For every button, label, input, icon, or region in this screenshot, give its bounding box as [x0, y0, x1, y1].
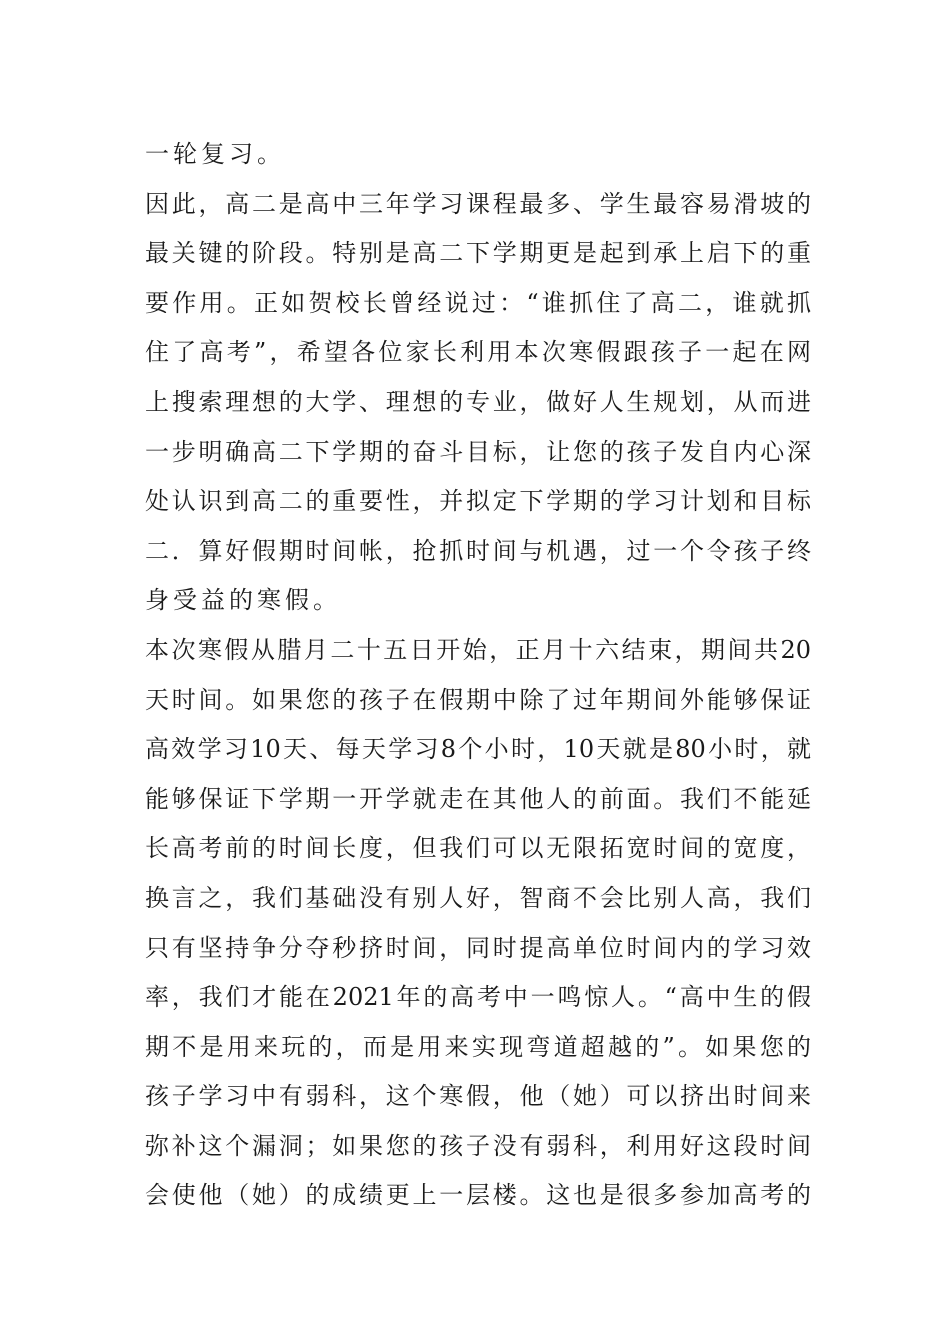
text-line: 只有坚持争分夺秒挤时间，同时提高单位时间内的学习效: [145, 933, 811, 962]
text-line: 天时间。如果您的孩子在假期中除了过年期间外能够保证: [145, 685, 811, 714]
text-line: 最关键的阶段。特别是高二下学期更是起到承上启下的重: [145, 239, 811, 268]
text-line: 本次寒假从腊月二十五日开始，正月十六结束，期间共20: [145, 635, 811, 664]
text-line: 能够保证下学期一开学就走在其他人的前面。我们不能延: [145, 784, 811, 813]
text-line: 会使他（她）的成绩更上一层楼。这也是很多参加高考的: [145, 1181, 811, 1210]
document-body: [145, 130, 811, 1221]
text-line: 换言之，我们基础没有别人好，智商不会比别人高，我们: [145, 883, 811, 912]
text-line: 孩子学习中有弱科，这个寒假，他（她）可以挤出时间来: [145, 1082, 811, 1111]
text-line: 二．算好假期时间帐，抢抓时间与机遇，过一个令孩子终: [145, 536, 811, 565]
text-line: 住了高考”，希望各位家长利用本次寒假跟孩子一起在网: [145, 338, 811, 367]
text-line: 期不是用来玩的，而是用来实现弯道超越的”。如果您的: [145, 1032, 811, 1061]
text-line: 身受益的寒假。: [145, 586, 341, 615]
text-line: 高效学习10天、每天学习8个小时，10天就是80小时，就: [145, 735, 811, 764]
text-line: 长高考前的时间长度，但我们可以无限拓宽时间的宽度，: [145, 834, 811, 863]
text-line: 一轮复习。: [145, 140, 285, 168]
text-line: 上搜索理想的大学、理想的专业，做好人生规划，从而进: [145, 387, 811, 416]
text-line: 因此，高二是高中三年学习课程最多、学生最容易滑坡的: [145, 189, 811, 218]
text-line: 处认识到高二的重要性，并拟定下学期的学习计划和目标: [145, 487, 811, 516]
text-line: 弥补这个漏洞；如果您的孩子没有弱科，利用好这段时间: [145, 1131, 811, 1160]
text-line: 要作用。正如贺校长曾经说过：“谁抓住了高二，谁就抓: [145, 288, 811, 317]
text-line: 率，我们才能在2021年的高考中一鸣惊人。“高中生的假: [145, 983, 811, 1012]
text-line: 一步明确高二下学期的奋斗目标，让您的孩子发自内心深: [145, 437, 811, 466]
